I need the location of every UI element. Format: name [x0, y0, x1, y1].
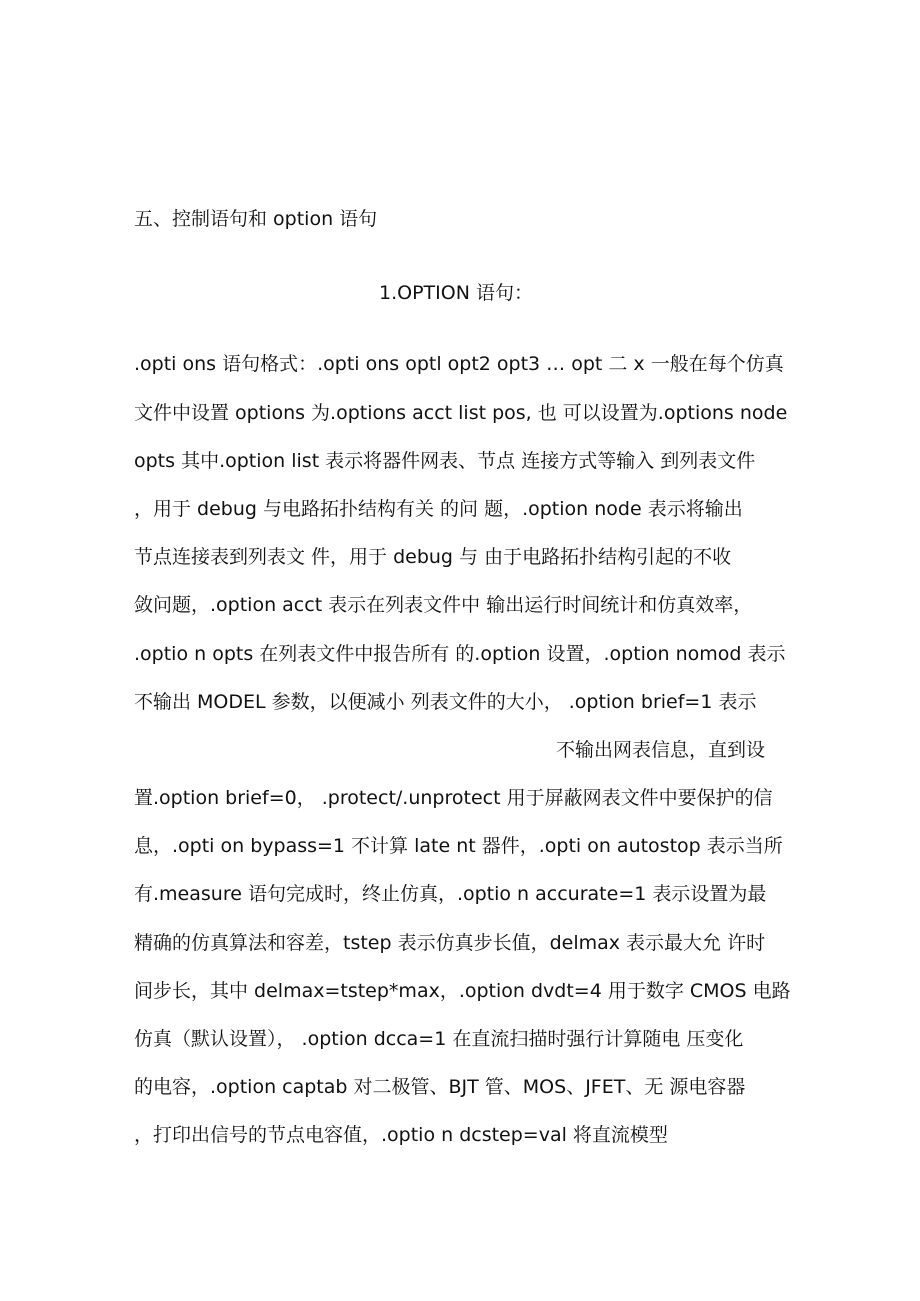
paragraph-line-8: 不输出 MODEL 参数，以便减小 列表文件的大小， .option brief=1 表示 [134, 691, 757, 713]
paragraph-line-3: opts 其中.option list 表示将器件网表、节点 连接方式等输入 到列表文件 [134, 450, 756, 472]
paragraph-line-2: 文件中设置 options 为.options acct list pos, 也 可以设置为.options node [134, 402, 788, 424]
section-heading: 五、控制语句和 option 语句 [134, 208, 378, 230]
subsection-heading: 1.OPTION 语句： [379, 282, 533, 304]
paragraph-line-4: ，用于 debug 与电路拓扑结构有关 的问 题，.option node 表示将输出 [134, 498, 743, 520]
paragraph-line-5: 节点连接表到列表文 件，用于 debug 与 由于电路拓扑结构引起的不收 [134, 546, 732, 568]
paragraph-line-9: 不输出网表信息，直到设 [556, 739, 766, 761]
paragraph-line-12: 有.measure 语句完成时，终止仿真，.optio n accurate=1 表示设置为最 [134, 883, 767, 905]
paragraph-line-14: 间步长，其中 delmax=tstep*max，.option dvdt=4 用于数字 CMOS 电路 [134, 980, 791, 1002]
paragraph-line-16: 的电容，.option captab 对二极管、BJT 管、MOS、JFET、无 源电容器 [134, 1076, 746, 1098]
paragraph-line-7: .optio n opts 在列表文件中报告所有 的.option 设置，.option nomod 表示 [134, 643, 786, 665]
paragraph-line-13: 精确的仿真算法和容差，tstep 表示仿真步长值，delmax 表示最大允 许时 [134, 932, 766, 954]
paragraph-line-10: 置.option brief=0， .protect/.unprotect 用于屏蔽网表文件中要保护的信 [134, 787, 773, 809]
paragraph-line-6: 敛问题，.option acct 表示在列表文件中 输出运行时间统计和仿真效率， [134, 594, 753, 616]
paragraph-line-1: .opti ons 语句格式：.opti ons optl opt2 opt3 … opt 二 x 一般在每个仿真 [134, 353, 784, 375]
paragraph-line-11: 息，.opti on bypass=1 不计算 late nt 器件，.opti on autostop 表示当所 [134, 835, 783, 857]
paragraph-line-15: 仿真（默认设置）， .option dcca=1 在直流扫描时强行计算随电 压变化 [134, 1028, 744, 1050]
paragraph-line-17: ，打印出信号的节点电容值，.optio n dcstep=val 将直流模型 [134, 1124, 668, 1146]
